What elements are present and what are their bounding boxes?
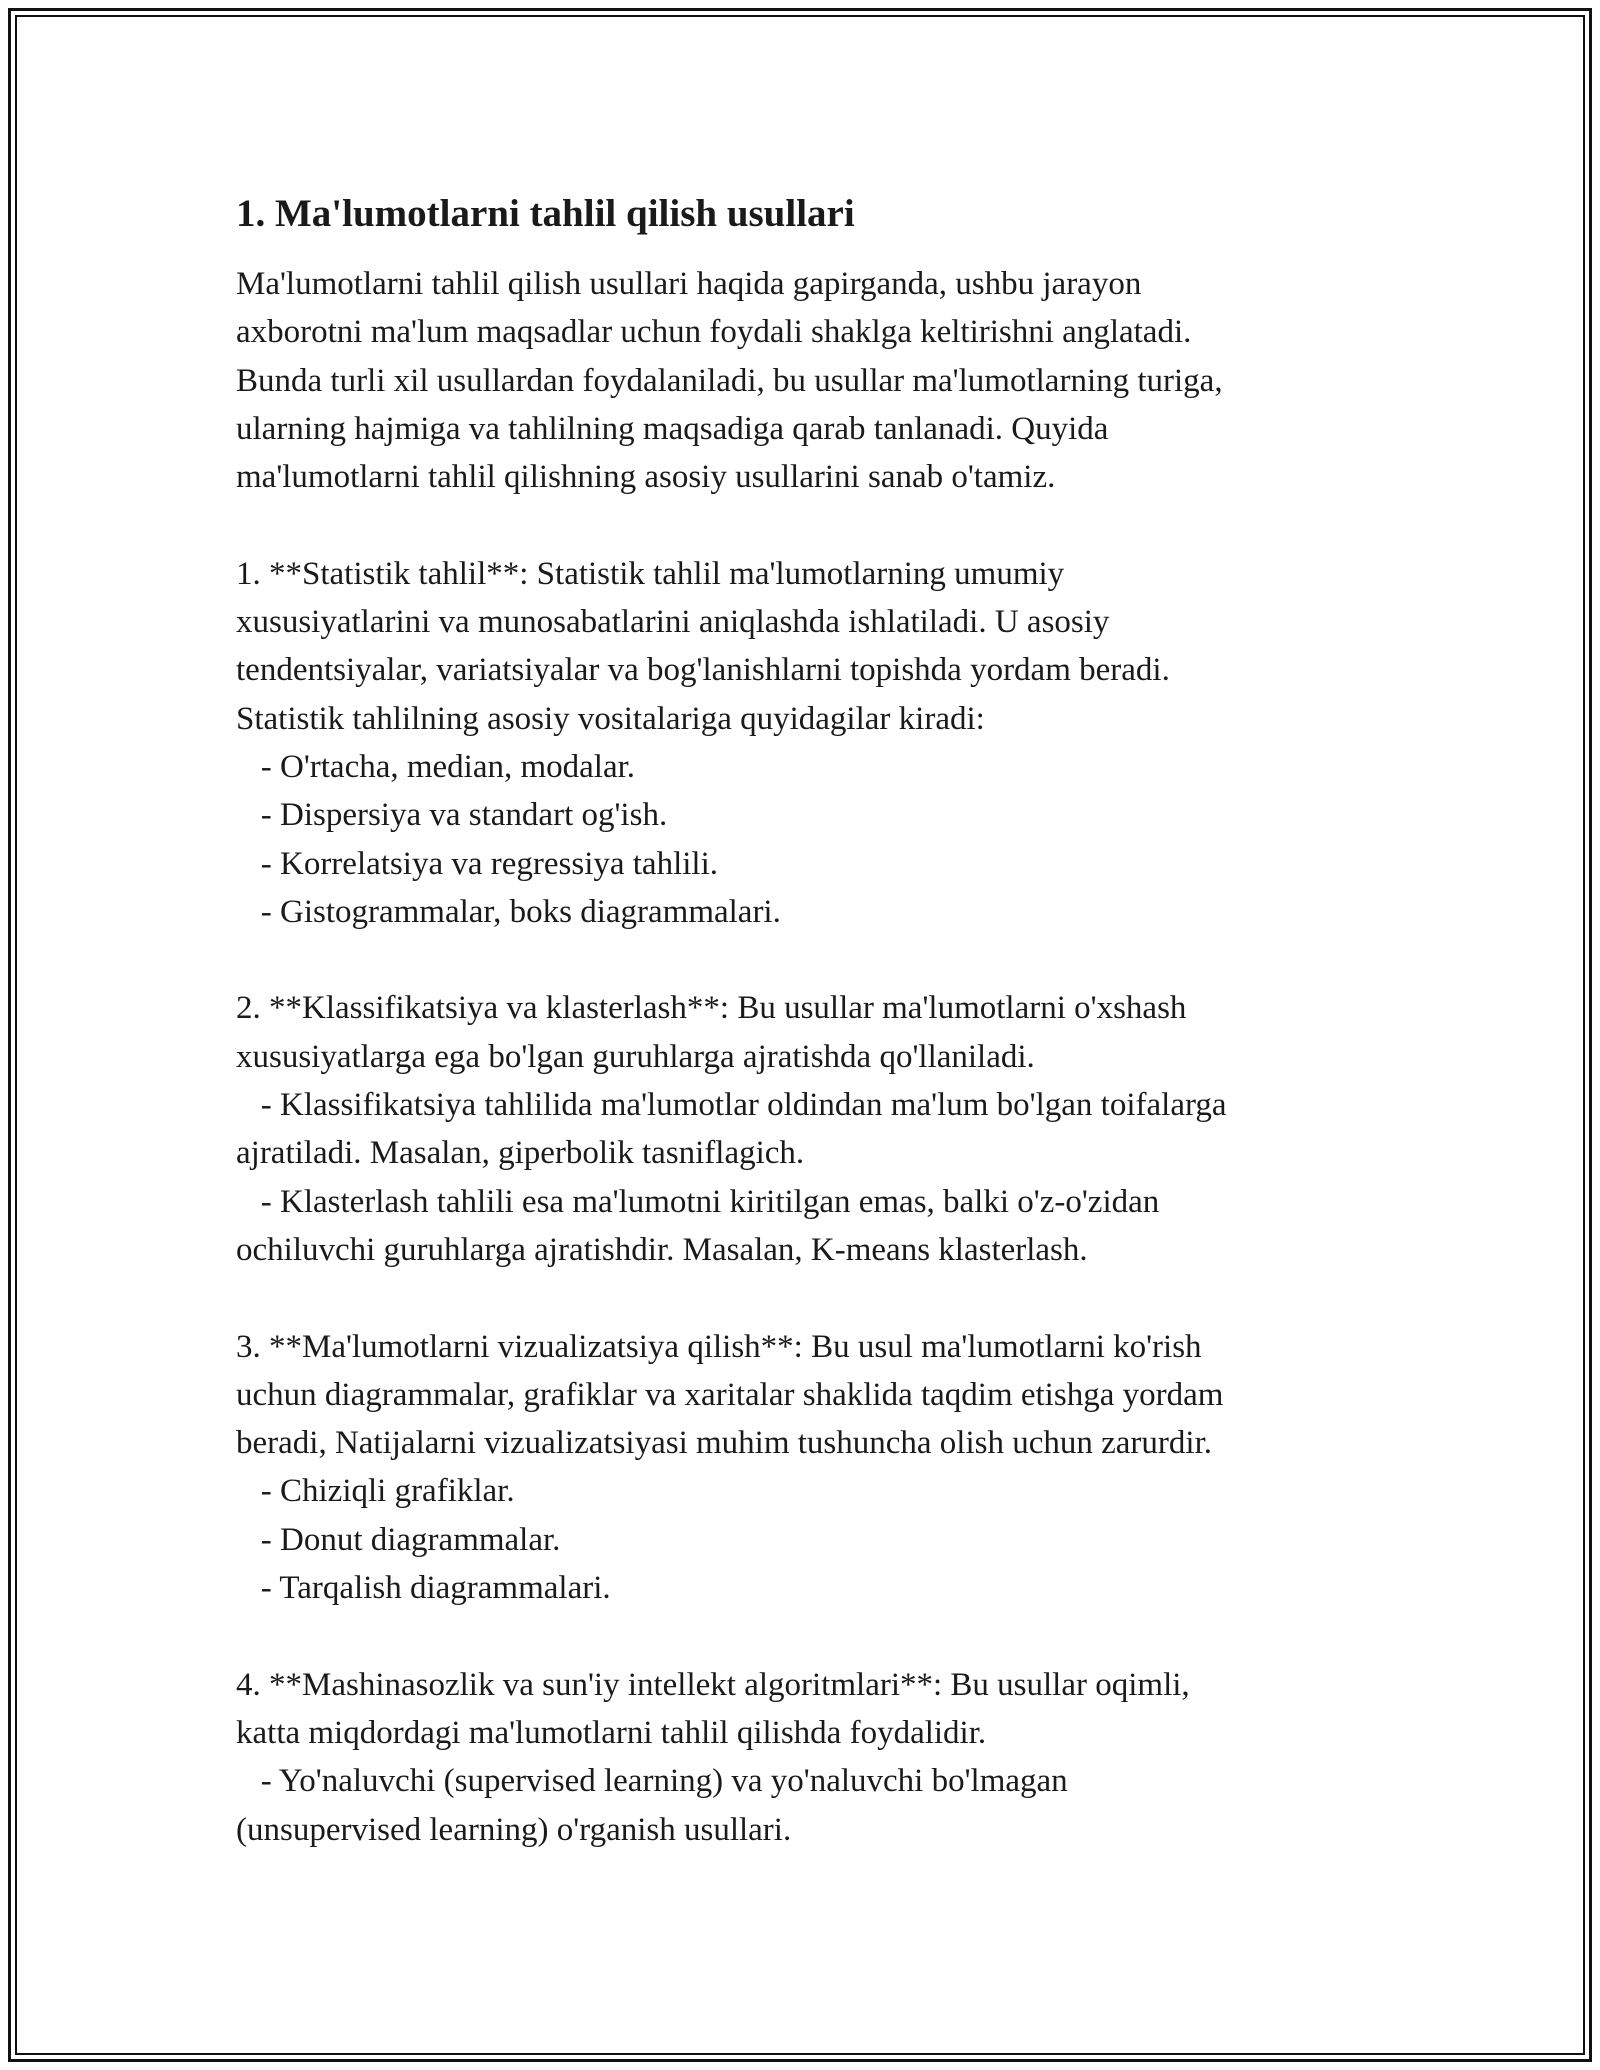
paragraph-gap [236,501,1386,549]
text-line: Statistik tahlilning asosiy vositalariga quyidagilar kiradi: [236,700,985,737]
paragraph-gap [236,936,1386,984]
section-heading: 1. Ma'lumotlarni tahlil qilish usullari [236,192,855,235]
text-line: Ma'lumotlarni tahlil qilish usullari haqida gapirganda, ushbu jarayon [236,266,1142,302]
paragraph-gap [236,1274,1386,1322]
list-item: - Dispersiya va standart og'ish. [236,797,668,834]
intro-paragraph [236,260,1386,501]
text-line: katta miqdordagi ma'lumotlarni tahlil qilishda foydalidir. [236,1714,987,1751]
text-line: uchun diagrammalar, grafiklar va xaritalar shaklida taqdim etishga yordam [236,1376,1224,1413]
document-content [236,188,1386,1854]
list-item: - Donut diagrammalar. [236,1521,561,1558]
text-line: 4. **Mashinasozlik va sun'iy intellekt algoritmlari**: Bu usullar oqimli, [236,1666,1190,1703]
text-line: ajratiladi. Masalan, giperbolik tasniflagich. [236,1135,805,1172]
text-line: 1. **Statistik tahlil**: Statistik tahlil ma'lumotlarning umumiy [236,555,1065,592]
text-line: (unsupervised learning) o'rganish usullari. [236,1811,792,1848]
text-line: ochiluvchi guruhlarga ajratishdir. Masalan, K-means klasterlash. [236,1231,1088,1268]
text-line: tendentsiyalar, variatsiyalar va bog'lanishlarni topishda yordam beradi. [236,652,1170,689]
text-line: axborotni ma'lum maqsadlar uchun foydali shaklga keltirishni anglatadi. [236,314,1192,351]
list-item: - Korrelatsiya va regressiya tahlili. [236,845,718,882]
text-line: ularning hajmiga va tahlilning maqsadiga qarab tanlanadi. Quyida [236,410,1109,447]
section-klassifikatsiya [236,984,1386,1274]
paragraph-gap [236,1612,1386,1660]
list-item: - O'rtacha, median, modalar. [236,748,636,785]
list-item: - Gistogrammalar, boks diagrammalari. [236,893,781,930]
list-item: - Klassifikatsiya tahlilida ma'lumotlar oldindan ma'lum bo'lgan toifalarga [236,1087,1227,1124]
text-line: xususiyatlarga ega bo'lgan guruhlarga ajratishda qo'llaniladi. [236,1038,1035,1075]
text-line: 2. **Klassifikatsiya va klasterlash**: Bu usullar ma'lumotlarni o'xshash [236,990,1187,1027]
section-statistik-tahlil [236,550,1386,936]
list-item: - Tarqalish diagrammalari. [236,1570,611,1607]
text-line: beradi, Natijalarni vizualizatsiyasi muhim tushuncha olish uchun zarurdir. [236,1425,1212,1462]
list-item: - Klasterlash tahlili esa ma'lumotni kiritilgan emas, balki o'z-o'zidan [236,1183,1160,1220]
text-line: ma'lumotlarni tahlil qilishning asosiy usullarini sanab o'tamiz. [236,459,1056,496]
text-line: xususiyatlarini va munosabatlarini aniqlashda ishlatiladi. U asosiy [236,604,1110,641]
text-line: 3. **Ma'lumotlarni vizualizatsiya qilish**: Bu usul ma'lumotlarni ko'rish [236,1328,1202,1365]
text-line: Bunda turli xil usullardan foydalaniladi, bu usullar ma'lumotlarning turiga, [236,362,1223,399]
list-item: - Yo'naluvchi (supervised learning) va yo'naluvchi bo'lmagan [236,1763,1068,1800]
list-item: - Chiziqli grafiklar. [236,1473,515,1510]
section-vizualizatsiya [236,1323,1386,1613]
section-mashinasozlik [236,1661,1386,1854]
